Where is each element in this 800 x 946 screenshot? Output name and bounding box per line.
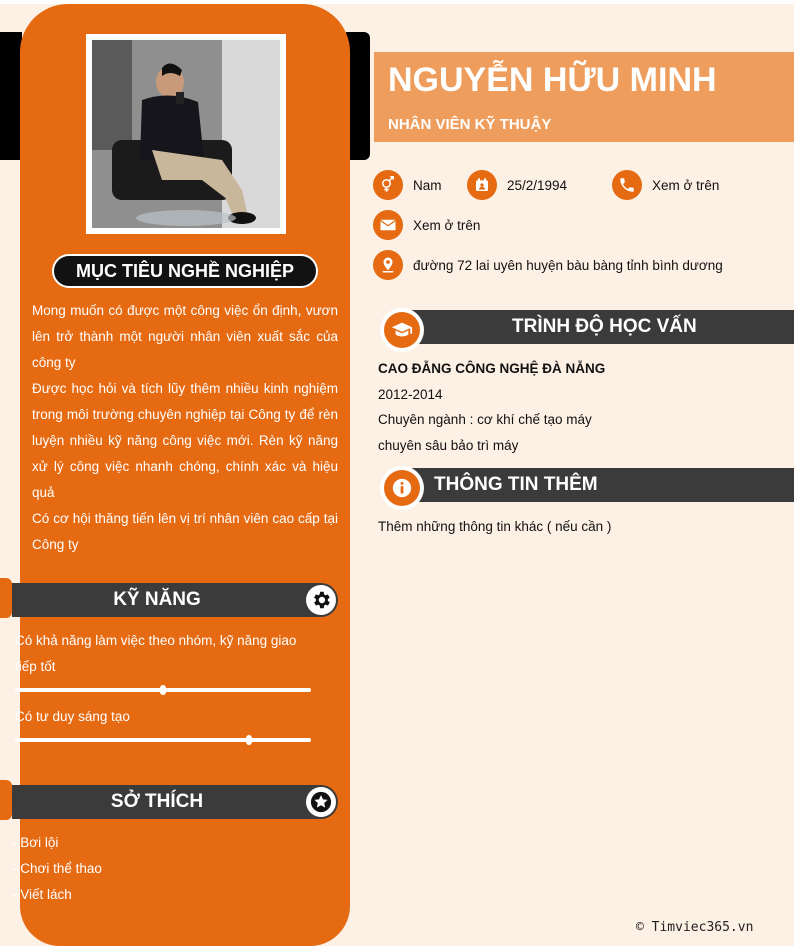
star-icon (306, 787, 336, 817)
objective-paragraph: Được học hỏi và tích lũy thêm nhiều kinh nghiệm trong môi trường chuyên nghiệp tại Công ty để rèn luyện nhiều kỹ năng công việc mới. Rèn kỹ năng xử lý công việc nhanh chóng, chính xác và hiệu quả (32, 381, 338, 500)
hobby-item: - Chơi thể thao (12, 861, 102, 876)
info-icon (384, 470, 420, 506)
gender-icon (373, 170, 403, 200)
phone-value: Xem ở trên (652, 177, 720, 193)
avatar (86, 34, 286, 234)
education-title: TRÌNH ĐỘ HỌC VẤN (512, 316, 697, 337)
calendar-icon (467, 170, 497, 200)
cv-page (0, 4, 794, 946)
gender-value: Nam (413, 177, 442, 193)
skill-level-bar (15, 688, 311, 692)
hobbies-header (12, 785, 338, 819)
additional-text: Thêm những thông tin khác ( nếu cần ) (378, 519, 612, 534)
education-period: 2012-2014 (378, 386, 443, 402)
education-detail: chuyên sâu bảo trì máy (378, 437, 519, 453)
additional-icon-circle (380, 466, 424, 510)
hobbies-tab-decor (0, 780, 12, 820)
skill-level-bar (15, 738, 311, 742)
education-icon-circle (380, 308, 424, 352)
objective-paragraph: Mong muốn có được một công việc ổn định, vươn lên trở thành một người nhân viên xuất sắc của công ty (32, 303, 338, 370)
decor-left-tab (0, 32, 22, 160)
birthday-row (467, 170, 567, 200)
skill-label: Có khả năng làm việc theo nhóm, kỹ năng giao tiếp tốt (15, 633, 297, 674)
address-row (373, 250, 723, 280)
skill-level-knob (160, 685, 166, 695)
phone-icon (612, 170, 642, 200)
skills-title: KỸ NĂNG (113, 589, 201, 610)
skill-item (15, 628, 311, 692)
additional-title: THÔNG TIN THÊM (434, 474, 598, 495)
email-value: Xem ở trên (413, 217, 481, 233)
job-title: NHÂN VIÊN KỸ THUẬY (388, 116, 552, 133)
education-header (380, 308, 794, 346)
gear-icon (306, 585, 336, 615)
education-entry (378, 356, 788, 458)
hobbies-title: SỞ THÍCH (110, 791, 204, 812)
birthday-value: 25/2/1994 (507, 177, 568, 193)
address-value: đường 72 lai uyên huyện bàu bàng tỉnh bình dương (413, 257, 723, 273)
education-major: Chuyên ngành : cơ khí chế tạo máy (378, 412, 592, 427)
objective-title: MỤC TIÊU NGHỀ NGHIỆP (52, 254, 318, 288)
additional-header (380, 466, 794, 504)
graduation-cap-icon (384, 312, 420, 348)
objective-paragraph: Có cơ hội thăng tiến lên vị trí nhân viên cao cấp tại Công ty (32, 511, 338, 552)
skill-label: Có tư duy sáng tạo (15, 709, 130, 724)
skill-item (15, 704, 311, 742)
full-name: NGUYỄN HỮU MINH (388, 61, 717, 99)
phone-row (612, 170, 719, 200)
skills-tab-decor (0, 578, 12, 618)
header-name-box (374, 52, 794, 142)
objective-text (32, 298, 338, 558)
school-name: CAO ĐẴNG CÔNG NGHỆ ĐÀ NẴNG (378, 361, 606, 376)
hobbies-list (12, 830, 318, 908)
hobby-item: - Bơi lội (12, 835, 59, 850)
copyright: © Timviec365.vn (636, 920, 754, 935)
skills-list (15, 628, 311, 742)
skills-header (12, 583, 338, 617)
hobby-item: - Viết lách (12, 887, 72, 902)
email-row (373, 210, 480, 240)
profile-photo (92, 40, 280, 228)
skill-level-knob (246, 735, 252, 745)
email-icon (373, 210, 403, 240)
gender-row (373, 170, 442, 200)
location-icon (373, 250, 403, 280)
